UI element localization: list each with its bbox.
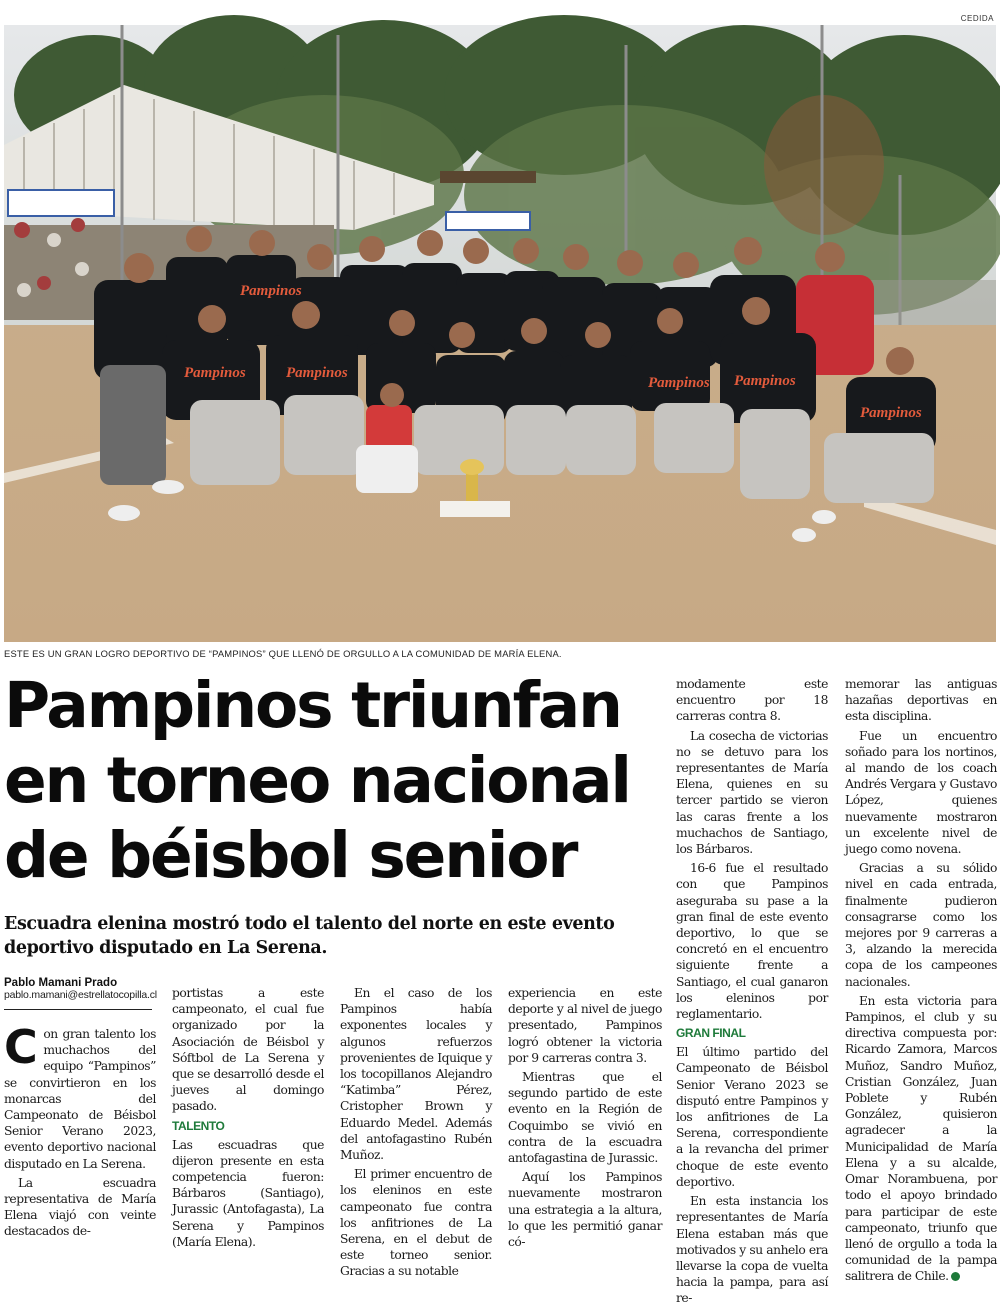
paragraph: Las escuadras que dijeron presente en esta competencia fueron: Bárbaros (Santiago), Jurassic (Antofagasta), La Serena y Pampinos (María Elena). bbox=[172, 1137, 324, 1249]
headline-line-1: Pampinos triunfan bbox=[4, 669, 621, 742]
paragraph: La escuadra representativa de María Elena viajó con veinte destacados de- bbox=[4, 1175, 156, 1239]
headline-line-3: de béisbol senior bbox=[4, 819, 577, 892]
article-column-2 bbox=[172, 985, 324, 1253]
headline-line-2: en torneo nacional bbox=[4, 744, 630, 817]
paragraph: En el caso de los Pampinos había exponentes locales y algunos refuerzos provenientes de Iquique y los tocopillanos Alejandro “Katimba” Pérez, Cristopher Brown y Eduardo Medel. Además del antofagastino Rubén Muñoz. bbox=[340, 986, 492, 1163]
svg-text:Pampinos: Pampinos bbox=[860, 405, 922, 421]
section-heading-talento: TALENTO bbox=[172, 1118, 225, 1133]
paragraph: En esta instancia los representantes de María Elena estaban más que motivados y su anhelo era llevarse la copa de vuelta hacia la pampa, para así re- bbox=[676, 1194, 828, 1306]
article-column-1 bbox=[4, 1020, 156, 1243]
section-heading-gran-final: GRAN FINAL bbox=[676, 1026, 746, 1041]
paragraph: on gran talento los muchachos del equipo “Pampinos” se convirtieron en los monarcas del Campeonato de Béisbol Senior Verano 2023, evento deportivo nacional disputado en La Serena. bbox=[4, 1027, 156, 1171]
headline bbox=[4, 668, 654, 893]
svg-text:Pampinos: Pampinos bbox=[184, 365, 246, 381]
subheadline: Escuadra elenina mostró todo el talento del norte en este evento deportivo disputado en La Serena. bbox=[4, 914, 615, 958]
paragraph: modamente este encuentro por 18 carreras contra 8. bbox=[676, 677, 828, 724]
photo-credit: CEDIDA bbox=[960, 14, 994, 23]
byline bbox=[4, 977, 156, 1001]
article-column-4 bbox=[508, 985, 662, 1253]
paragraph: Aquí los Pampinos nuevamente mostraron una estrategia a la altura, lo que les permitió ganar có- bbox=[508, 1170, 662, 1250]
paragraph: El primer encuentro de los eleninos en este campeonato fue contra los anfitriones de La Serena, en el debut de este torneo senior. Gracias a su notable bbox=[340, 1167, 492, 1279]
article-column-6 bbox=[845, 676, 997, 1288]
paragraph: memorar las antiguas hazañas deportivas en esta disciplina. bbox=[845, 677, 997, 724]
article-column-3 bbox=[340, 985, 492, 1283]
end-of-article-icon bbox=[951, 1272, 960, 1281]
paragraph: La cosecha de victorias no se detuvo para los representantes de María Elena, quienes en su tercer partido se vieron las caras frente a los muchachos de Santiago, los Bárbaros. bbox=[676, 728, 828, 857]
svg-text:Pampinos: Pampinos bbox=[286, 365, 348, 381]
paragraph: El último partido del Campeonato de Béisbol Senior Verano 2023 se disputó entre Pampinos y los anfitriones de La Serena, correspondiente a la revancha del primer choque de este evento deportivo. bbox=[676, 1045, 828, 1189]
byline-divider bbox=[4, 1009, 152, 1010]
author-email[interactable]: pablo.mamani@estrellatocopilla.cl bbox=[4, 989, 157, 1001]
svg-text:Pampinos: Pampinos bbox=[240, 283, 302, 299]
paragraph: 16-6 fue el resultado con que Pampinos aseguraba su pase a la gran final de este evento deportivo, lo que se concretó en el encuentro siguiente frente a Santiago, el cual ganaron los eleninos por reglamentario. bbox=[676, 861, 828, 1022]
photo-caption: ESTE ES UN GRAN LOGRO DEPORTIVO DE “PAMPINOS” QUE LLENÓ DE ORGULLO A LA COMUNIDAD DE MARÍA ELENA. bbox=[4, 648, 562, 659]
svg-text:Pampinos: Pampinos bbox=[648, 375, 710, 391]
paragraph: Gracias a su sólido nivel en cada entrada, finalmente pudieron consagrarse como los mejores por 9 carreras a 3, alzando la merecida copa de los campeones nacionales. bbox=[845, 861, 997, 989]
team-photo-illustration bbox=[4, 25, 996, 642]
paragraph: experiencia en este deporte y al nivel de juego presentado, Pampinos logró obtener la victoria por 9 carreras contra 3. bbox=[508, 986, 662, 1065]
paragraph: En esta victoria para Pampinos, el club y su directiva compuesta por: Ricardo Zamora, Marcos Muñoz, Sandro Muñoz, Cristian González, Juan Poblete y Rubén González, quisieron agradecer a la Municipalidad de María Elena y a su alcalde, Omar Norambuena, por todo el apoyo brindado para participar de este campeonato, triunfo que llenó de orgullo a toda la comunidad de la pampa salitrera de Chile. bbox=[845, 993, 997, 1284]
paragraph: portistas a este campeonato, el cual fue organizado por la Asociación de Béisbol y Sóftbol de La Serena y que se desarrolló desde el jueves al domingo pasado. bbox=[172, 986, 324, 1114]
paragraph: Mientras que el segundo partido de este evento en la Región de Coquimbo se vivió en contra de la escuadra antofagastina de Jurassic. bbox=[508, 1070, 662, 1166]
team-photo bbox=[4, 25, 996, 642]
drop-cap: C bbox=[4, 1020, 38, 1074]
svg-text:Pampinos: Pampinos bbox=[734, 373, 796, 389]
article-column-5 bbox=[676, 676, 828, 1310]
paragraph: Fue un encuentro soñado para los nortinos, al mando de los coach Andrés Vergara y Gustavo López, quienes nuevamente mostraron un excelente nivel de juego como novena. bbox=[845, 728, 998, 857]
author-name: Pablo Mamani Prado bbox=[4, 977, 118, 989]
